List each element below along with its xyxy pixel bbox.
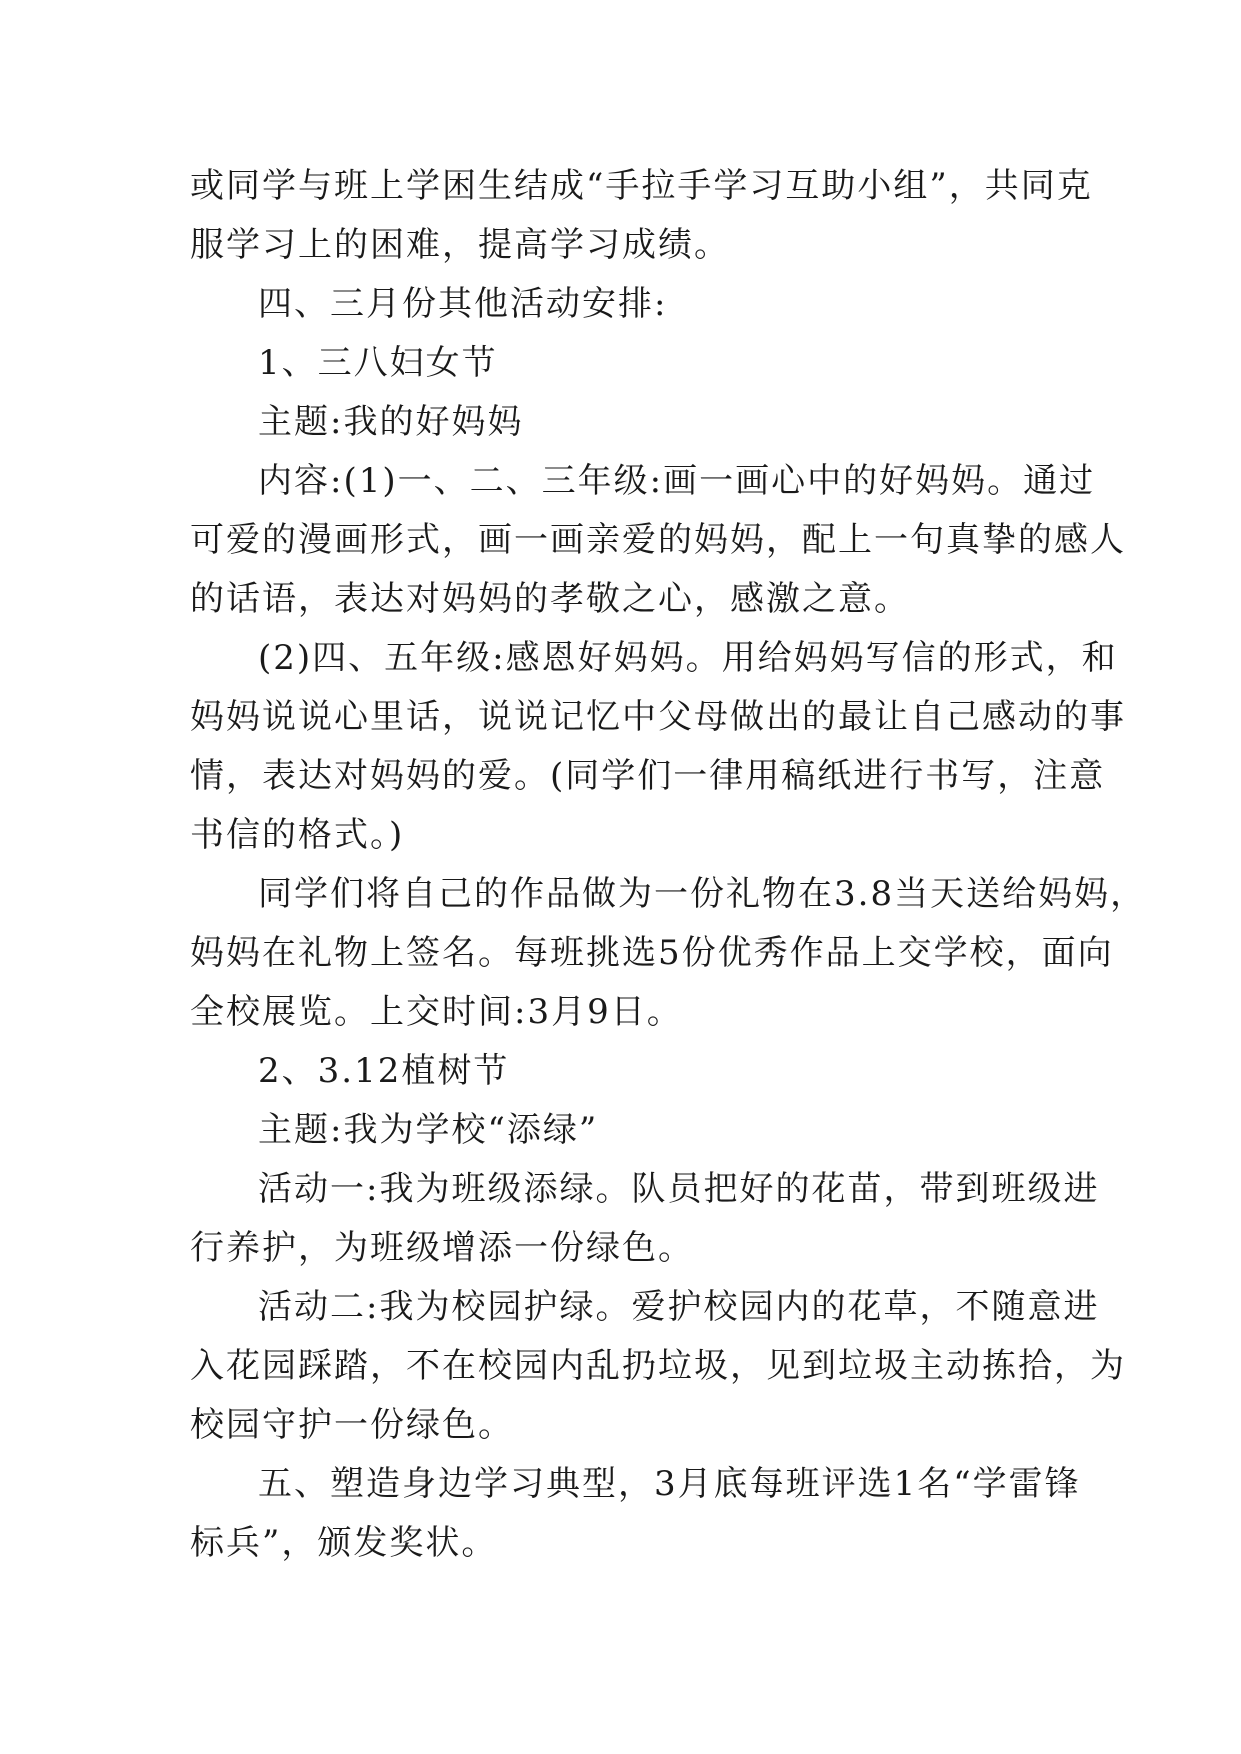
text-line: 妈妈在礼物上签名。每班挑选5份优秀作品上交学校，面向 xyxy=(190,933,1114,973)
item-heading: 1、三八妇女节 xyxy=(258,343,498,383)
section-heading: 五、塑造身边学习典型，3月底每班评选1名“学雷锋 xyxy=(258,1464,1081,1504)
text-line: 可爱的漫画形式，画一画亲爱的妈妈，配上一句真挚的感人 xyxy=(190,520,1126,560)
text-line: 入花园踩踏，不在校园内乱扔垃圾，见到垃圾主动拣拾，为 xyxy=(190,1346,1126,1386)
text-line: 校园守护一份绿色。 xyxy=(190,1405,514,1445)
text-line: 全校展览。上交时间:3月9日。 xyxy=(190,992,683,1032)
section-heading: 四、三月份其他活动安排: xyxy=(258,284,668,324)
text-line: 内容:(1)一、二、三年级:画一画心中的好妈妈。通过 xyxy=(258,461,1096,501)
text-line: 同学们将自己的作品做为一份礼物在3.8当天送给妈妈， xyxy=(258,874,1147,914)
text-line: 标兵”，颁发奖状。 xyxy=(190,1523,498,1563)
text-line: 活动二:我为校园护绿。爱护校园内的花草，不随意进 xyxy=(258,1287,1100,1327)
text-line: 行养护，为班级增添一份绿色。 xyxy=(190,1228,694,1268)
theme-line: 主题:我为学校“添绿” xyxy=(258,1110,599,1150)
text-line: 的话语，表达对妈妈的孝敬之心，感激之意。 xyxy=(190,579,910,619)
text-line: 情，表达对妈妈的爱。(同学们一律用稿纸进行书写，注意 xyxy=(190,756,1106,796)
item-heading: 2、3.12植树节 xyxy=(258,1051,510,1091)
text-line: 妈妈说说心里话，说说记忆中父母做出的最让自己感动的事 xyxy=(190,697,1126,737)
text-line: 或同学与班上学困生结成“手拉手学习互助小组”，共同克 xyxy=(190,166,1093,206)
text-line: 活动一:我为班级添绿。队员把好的花苗，带到班级进 xyxy=(258,1169,1100,1209)
text-line: 服学习上的困难，提高学习成绩。 xyxy=(190,225,730,265)
text-line: 书信的格式。) xyxy=(190,815,405,855)
theme-line: 主题:我的好妈妈 xyxy=(258,402,524,442)
text-line: (2)四、五年级:感恩好妈妈。用给妈妈写信的形式，和 xyxy=(258,638,1118,678)
